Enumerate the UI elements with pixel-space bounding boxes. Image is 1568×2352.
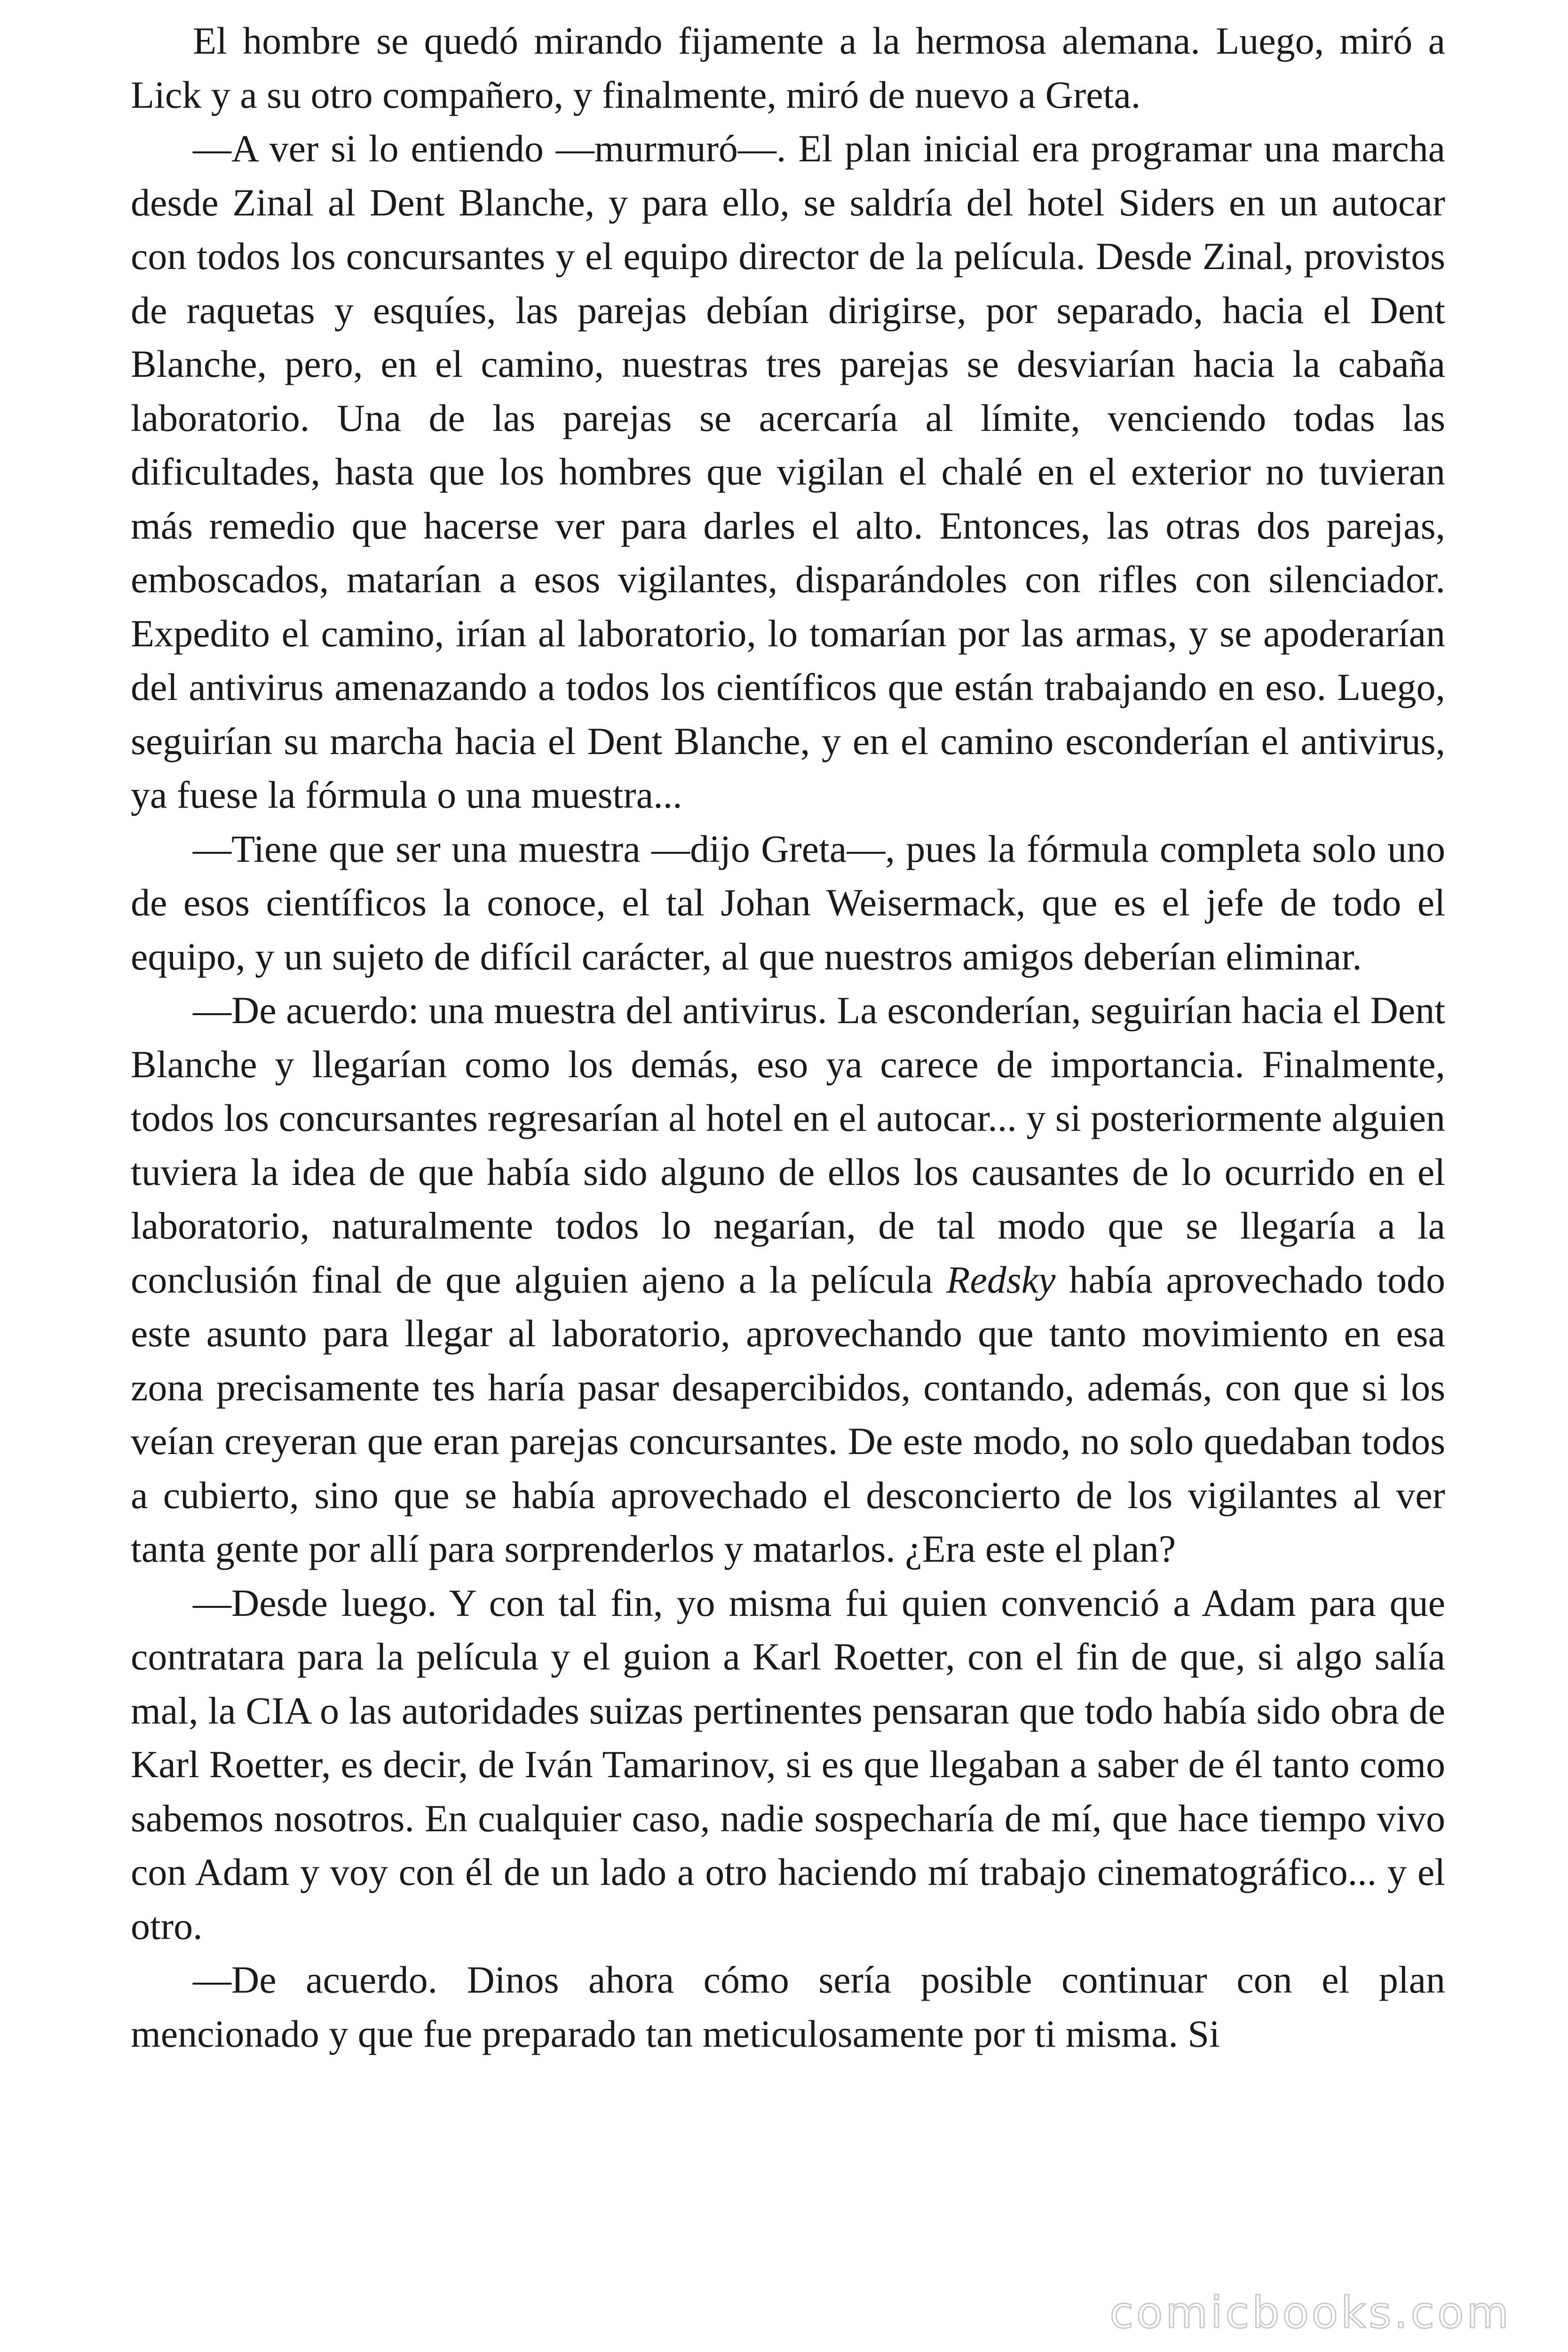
paragraph: —Tiene que ser una muestra —dijo Greta—, pues la fórmula completa solo uno de esos científicos la conoce, el tal Johan Weisermack, que es el jefe de todo el equipo, y un sujeto de difícil carácter, al que nuestros amigos deberían eliminar. (131, 827, 1445, 978)
italic-film-title: Redsky (946, 1258, 1056, 1301)
paragraph: —Desde luego. Y con tal fin, yo misma fui quien convenció a Adam para que contratara para la película y el guion a Karl Roetter, con el fin de que, si algo salía mal, la CIA o las autoridades suizas pertinentes pensaran que todo había sido obra de Karl Roetter, es decir, de Iván Tamarinov, si es que llegaban a saber de él tanto como sabemos nosotros. En cualquier caso, nadie sospecharía de mí, que hace tiempo vivo con Adam y voy con él de un lado a otro haciendo mí trabajo cinematográfico... y el otro. (131, 1581, 1445, 1947)
paragraph: El hombre se quedó mirando fijamente a la hermosa alemana. Luego, miró a Lick y a su otro compañero, y finalmente, miró de nuevo a Greta. (131, 19, 1445, 116)
watermark: comicbooks.com (1109, 2288, 1512, 2338)
paragraph (131, 984, 1445, 1576)
book-page (131, 14, 1445, 2061)
paragraph-text: —De acuerdo: una muestra del antivirus. La esconderían, seguirían hacia el Dent Blanche y llegarían como los demás, eso ya carece de importancia. Finalmente, todos los concursantes regresarían al hotel en el autocar... y si posteriormente alguien tuviera la idea de que había sido alguno de ellos los causantes de lo ocurrido en el laboratorio, naturalmente todos lo negarían, de tal modo que se llegaría a la conclusión final de que alguien ajeno a la película (131, 989, 1445, 1301)
paragraph: —De acuerdo. Dinos ahora cómo sería posible continuar con el plan mencionado y que fue preparado tan meticulosamente por ti misma. Si (131, 1958, 1445, 2055)
paragraph-text: había aprovechado todo este asunto para llegar al laboratorio, aprovechando que tanto movimiento en esa zona precisamente tes haría pasar desapercibidos, contando, además, con que si los veían creyeran que eran parejas concursantes. De este modo, no solo quedaban todos a cubierto, sino que se había aprovechado el desconcierto de los vigilantes al ver tanta gente por allí para sorprenderlos y matarlos. ¿Era este el plan? (131, 1258, 1445, 1570)
paragraph: —A ver si lo entiendo —murmuró—. El plan inicial era programar una marcha desde Zinal al Dent Blanche, y para ello, se saldría del hotel Siders en un autocar con todos los concursantes y el equipo director de la película. Desde Zinal, provistos de raquetas y esquíes, las parejas debían dirigirse, por separado, hacia el Dent Blanche, pero, en el camino, nuestras tres parejas se desviarían hacia la cabaña laboratorio. Una de las parejas se acercaría al límite, venciendo todas las dificultades, hasta que los hombres que vigilan el chalé en el exterior no tuvieran más remedio que hacerse ver para darles el alto. Entonces, las otras dos parejas, emboscados, matarían a esos vigilantes, disparándoles con rifles con silenciador. Expedito el camino, irían al laboratorio, lo tomarían por las armas, y se apoderarían del antivirus amenazando a todos los científicos que están trabajando en eso. Luego, seguirían su marcha hacia el Dent Blanche, y en el camino esconderían el antivirus, ya fuese la fórmula o una muestra... (131, 127, 1445, 816)
